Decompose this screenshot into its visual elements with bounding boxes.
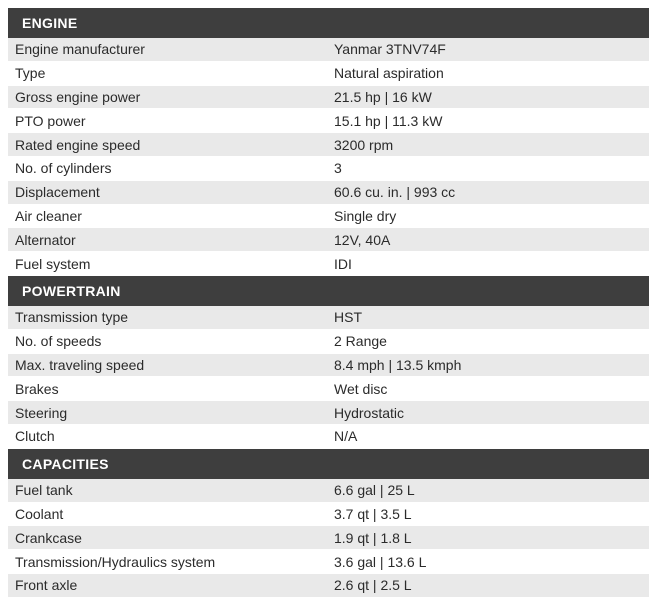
row-label: Crankcase: [15, 529, 82, 546]
table-row: [8, 252, 649, 276]
spec-table: [8, 8, 649, 598]
row-label: No. of cylinders: [15, 160, 112, 177]
row-label: Front axle: [15, 577, 78, 594]
table-row: [8, 109, 649, 133]
row-label: Transmission/Hydraulics system: [15, 553, 216, 570]
row-value: Yanmar 3TNV74F: [334, 41, 446, 58]
section-header-powertrain: POWERTRAIN: [8, 276, 649, 306]
row-label: Type: [15, 65, 46, 82]
row-label: Fuel system: [15, 255, 91, 272]
row-value: 6.6 gal | 25 L: [334, 482, 415, 499]
row-value: Natural aspiration: [334, 65, 444, 82]
table-row: [8, 133, 649, 157]
table-row: [8, 425, 649, 449]
row-value: 1.9 qt | 1.8 L: [334, 529, 412, 546]
table-row: [8, 354, 649, 378]
row-value: 15.1 hp | 11.3 kW: [334, 112, 443, 129]
row-label: Coolant: [15, 505, 64, 522]
row-label: Steering: [15, 404, 68, 421]
row-value: 3.6 gal | 13.6 L: [334, 553, 427, 570]
table-row: [8, 330, 649, 354]
row-value: Single dry: [334, 207, 397, 224]
row-label: Alternator: [15, 231, 76, 248]
table-row: [8, 181, 649, 205]
row-label: Clutch: [15, 428, 55, 445]
table-row: [8, 550, 649, 574]
section-header-capacities: CAPACITIES: [8, 449, 649, 479]
table-row: [8, 38, 649, 62]
table-row: [8, 306, 649, 330]
table-row: [8, 479, 649, 503]
row-label: PTO power: [15, 112, 86, 129]
row-value: N/A: [334, 428, 358, 445]
row-label: Transmission type: [15, 309, 129, 326]
row-label: No. of speeds: [15, 333, 102, 350]
row-value: 2 Range: [334, 333, 387, 350]
row-value: 3.7 qt | 3.5 L: [334, 505, 412, 522]
table-row: [8, 62, 649, 86]
row-label: Engine manufacturer: [15, 41, 145, 58]
row-value: Wet disc: [334, 380, 388, 397]
row-label: Air cleaner: [15, 207, 82, 224]
row-label: Brakes: [15, 380, 59, 397]
table-row: [8, 377, 649, 401]
table-row: [8, 157, 649, 181]
row-label: Gross engine power: [15, 88, 141, 105]
row-label: Max. traveling speed: [15, 356, 145, 373]
row-label: Fuel tank: [15, 482, 73, 499]
row-label: Displacement: [15, 184, 100, 201]
table-row: [8, 228, 649, 252]
row-label: Rated engine speed: [15, 136, 141, 153]
table-row: [8, 205, 649, 229]
row-value: 60.6 cu. in. | 993 cc: [334, 184, 456, 201]
row-value: 3200 rpm: [334, 136, 394, 153]
row-value: 12V, 40A: [334, 231, 391, 248]
table-row: [8, 86, 649, 110]
table-row: [8, 526, 649, 550]
row-value: 2.6 qt | 2.5 L: [334, 577, 412, 594]
section-header-engine: ENGINE: [8, 8, 649, 38]
row-value: HST: [334, 309, 362, 326]
table-row: [8, 503, 649, 527]
row-value: Hydrostatic: [334, 404, 405, 421]
row-value: 8.4 mph | 13.5 kmph: [334, 356, 462, 373]
row-value: 3: [334, 160, 342, 177]
row-value: 21.5 hp | 16 kW: [334, 88, 432, 105]
table-row: [8, 574, 649, 598]
table-row: [8, 401, 649, 425]
row-value: IDI: [334, 255, 352, 272]
